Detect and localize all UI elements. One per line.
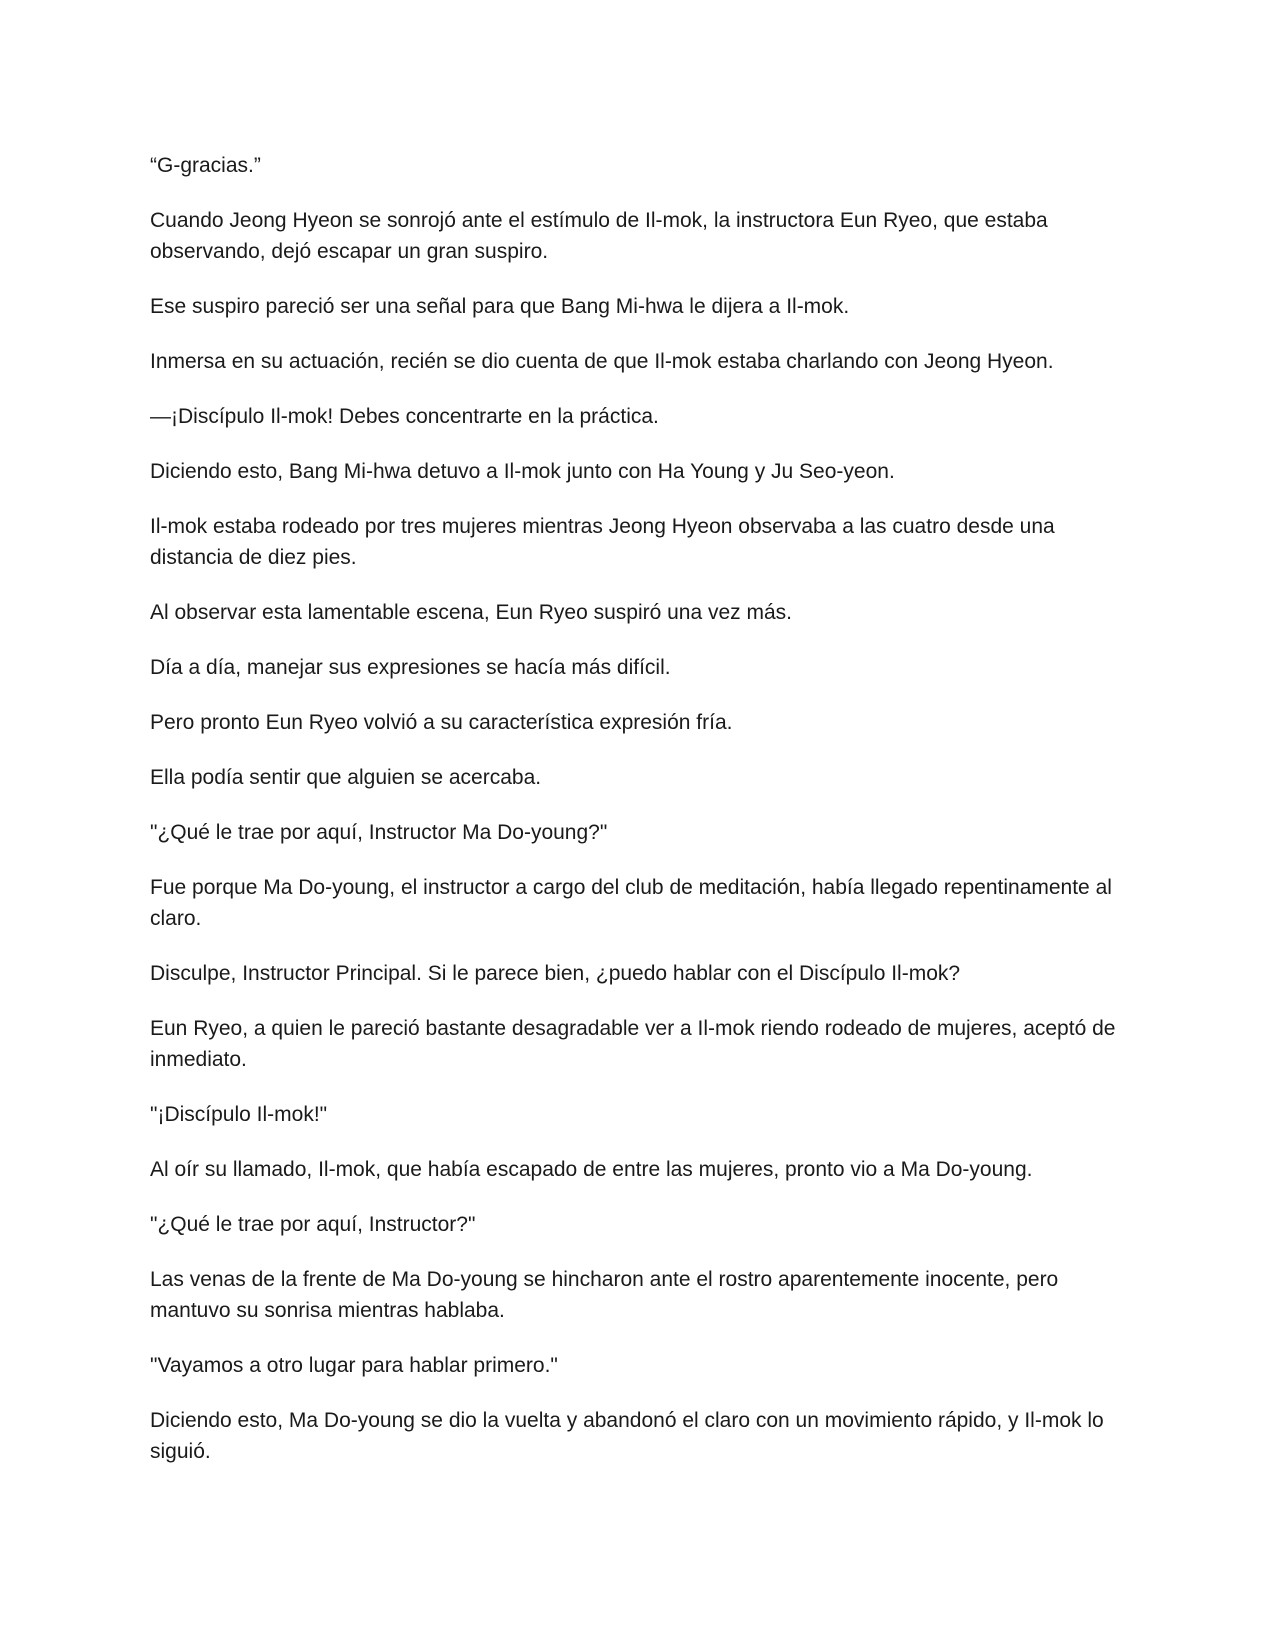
paragraph-20: "Vayamos a otro lugar para hablar primero." (150, 1354, 558, 1377)
paragraph-6: Diciendo esto, Bang Mi-hwa detuvo a Il-mok junto con Ha Young y Ju Seo-yeon. (150, 460, 895, 483)
paragraph-12: "¿Qué le trae por aquí, Instructor Ma Do-young?" (150, 821, 608, 844)
paragraph-4: Inmersa en su actuación, recién se dio cuenta de que Il-mok estaba charlando con Jeong Hyeon. (150, 350, 1054, 373)
paragraph-14: Disculpe, Instructor Principal. Si le parece bien, ¿puedo hablar con el Discípulo Il-mok? (150, 962, 961, 985)
paragraph-7: Il-mok estaba rodeado por tres mujeres mientras Jeong Hyeon observaba a las cuatro desde una distancia de diez pies. (150, 515, 1055, 569)
paragraph-11: Ella podía sentir que alguien se acercaba. (150, 766, 542, 789)
document-body (150, 150, 1130, 1467)
paragraph-16: "¡Discípulo Il-mok!" (150, 1103, 328, 1126)
paragraph-10: Pero pronto Eun Ryeo volvió a su característica expresión fría. (150, 711, 733, 734)
paragraph-15: Eun Ryeo, a quien le pareció bastante desagradable ver a Il-mok riendo rodeado de mujeres, aceptó de inmediato. (150, 1017, 1116, 1071)
paragraph-9: Día a día, manejar sus expresiones se hacía más difícil. (150, 656, 671, 679)
paragraph-8: Al observar esta lamentable escena, Eun Ryeo suspiró una vez más. (150, 601, 793, 624)
paragraph-5: —¡Discípulo Il-mok! Debes concentrarte en la práctica. (150, 405, 659, 428)
paragraph-2: Cuando Jeong Hyeon se sonrojó ante el estímulo de Il-mok, la instructora Eun Ryeo, que estaba observando, dejó escapar un gran suspiro. (150, 209, 1048, 263)
paragraph-3: Ese suspiro pareció ser una señal para que Bang Mi-hwa le dijera a Il-mok. (150, 295, 850, 318)
paragraph-13: Fue porque Ma Do-young, el instructor a cargo del club de meditación, había llegado repentinamente al claro. (150, 876, 1112, 930)
paragraph-21: Diciendo esto, Ma Do-young se dio la vuelta y abandonó el claro con un movimiento rápido, y Il-mok lo siguió. (150, 1409, 1104, 1463)
paragraph-19: Las venas de la frente de Ma Do-young se hincharon ante el rostro aparentemente inocente, pero mantuvo su sonrisa mientras hablaba. (150, 1268, 1059, 1322)
paragraph-1: “G-gracias.” (150, 154, 261, 177)
paragraph-18: "¿Qué le trae por aquí, Instructor?" (150, 1213, 476, 1236)
paragraph-17: Al oír su llamado, Il-mok, que había escapado de entre las mujeres, pronto vio a Ma Do-young. (150, 1158, 1033, 1181)
